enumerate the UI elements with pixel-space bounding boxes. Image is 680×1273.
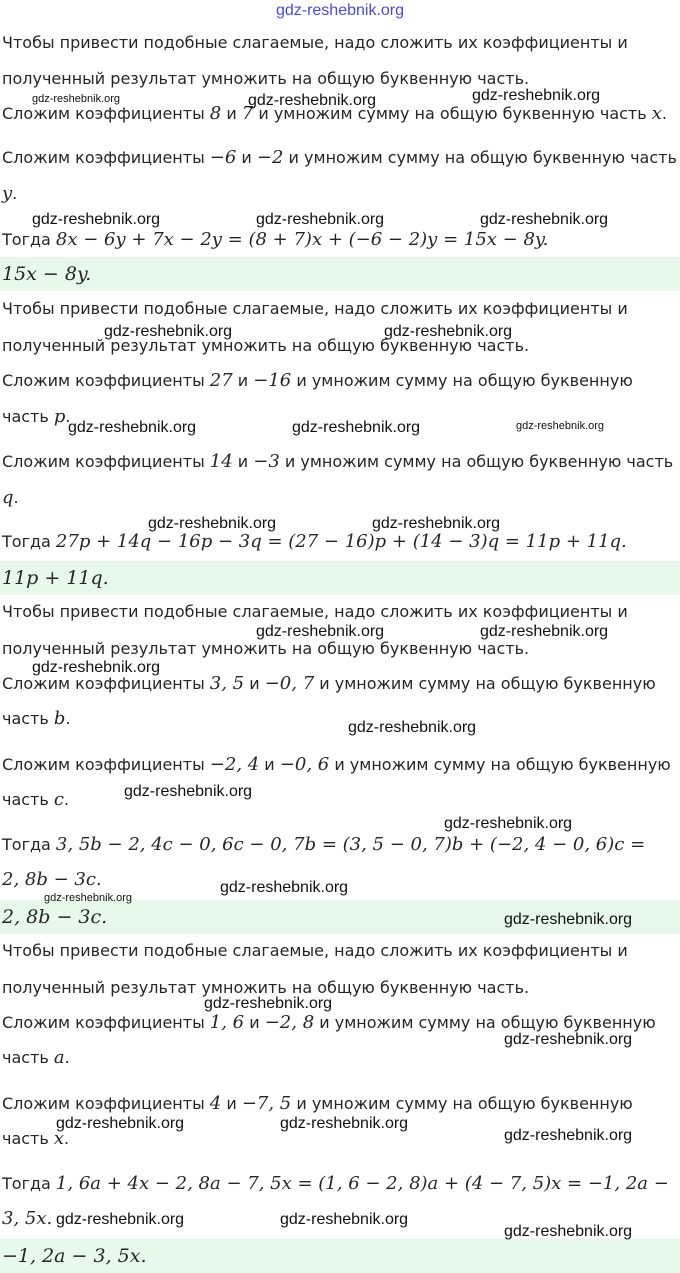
watermark: gdz-reshebnik.org xyxy=(256,623,385,640)
s3-intro-line-2: полученный результат умножить на общую буквенную часть. xyxy=(2,639,530,658)
watermark: gdz-reshebnik.org xyxy=(280,1115,409,1132)
watermark: gdz-reshebnik.org xyxy=(472,87,601,104)
watermark: gdz-reshebnik.org xyxy=(68,419,197,436)
s1-intro-line-1: Чтобы привести подобные слагаемые, надо сложить их коэффициенты и xyxy=(2,33,628,52)
s4-intro-line-1: Чтобы привести подобные слагаемые, надо сложить их коэффициенты и xyxy=(2,941,628,960)
watermark: gdz-reshebnik.org xyxy=(504,1127,633,1144)
s2-coef-q-line: Сложим коэффициенты 14 и −3 и умножим сумму на общую буквенную часть xyxy=(2,451,674,472)
s3-intro-line-1: Чтобы привести подобные слагаемые, надо сложить их коэффициенты и xyxy=(2,602,628,621)
watermark: gdz-reshebnik.org xyxy=(480,211,609,228)
s3-coef-b-line: Сложим коэффициенты 3, 5 и −0, 7 и умножим сумму на общую буквенную xyxy=(2,673,656,694)
watermark: gdz-reshebnik.org xyxy=(480,623,609,640)
watermark: gdz-reshebnik.org xyxy=(504,911,633,928)
s4-result-line-cont: 3, 5x. xyxy=(2,1208,53,1229)
s2-coef-q-line-cont: q. xyxy=(2,487,19,508)
watermark: gdz-reshebnik.org xyxy=(256,211,385,228)
s1-coef-y-line: Сложим коэффициенты −6 и −2 и умножим сумму на общую буквенную часть xyxy=(2,147,677,168)
s1-result-line: Тогда 8x − 6y + 7x − 2y = (8 + 7)x + (−6 − 2)y = 15x − 8y. xyxy=(2,229,549,250)
s2-intro-line-1: Чтобы привести подобные слагаемые, надо сложить их коэффициенты и xyxy=(2,299,628,318)
s2-coef-p-line-cont: часть p. xyxy=(2,406,71,427)
watermark: gdz-reshebnik.org xyxy=(104,323,233,340)
s2-answer: 11p + 11q. xyxy=(0,561,680,595)
s3-coef-b-line-cont: часть b. xyxy=(2,708,71,729)
watermark: gdz-reshebnik.org xyxy=(444,815,573,832)
watermark: gdz-reshebnik.org xyxy=(372,515,501,532)
watermark: gdz-reshebnik.org xyxy=(504,1223,633,1240)
watermark: gdz-reshebnik.org xyxy=(248,92,377,109)
s1-answer: 15x − 8y. xyxy=(0,257,680,291)
s3-answer: 2, 8b − 3c. xyxy=(0,900,680,934)
watermark: gdz-reshebnik.org xyxy=(56,1211,185,1228)
s3-result-line: Тогда 3, 5b − 2, 4c − 0, 6c − 0, 7b = (3, 5 − 0, 7)b + (−2, 4 − 0, 6)c = xyxy=(2,834,646,855)
watermark: gdz-reshebnik.org xyxy=(220,879,349,896)
s3-coef-c-line-cont: часть c. xyxy=(2,789,70,810)
watermark: gdz-reshebnik.org xyxy=(32,211,161,228)
s4-coef-a-line: Сложим коэффициенты 1, 6 и −2, 8 и умножим сумму на общую буквенную xyxy=(2,1012,656,1033)
watermark: gdz-reshebnik.org xyxy=(44,892,133,904)
s1-coef-x-line: Сложим коэффициенты 8 и 7 и умножим сумму на общую буквенную часть x. xyxy=(2,103,668,124)
s2-coef-p-line: Сложим коэффициенты 27 и −16 и умножим сумму на общую буквенную xyxy=(2,370,633,391)
s3-result-line-cont: 2, 8b − 3c. xyxy=(2,869,102,890)
s4-coef-a-line-cont: часть a. xyxy=(2,1047,70,1068)
s1-coef-y-line-cont: y. xyxy=(2,183,18,204)
s4-answer: −1, 2a − 3, 5x. xyxy=(0,1239,680,1273)
watermark: gdz-reshebnik.org xyxy=(56,1115,185,1132)
watermark: gdz-reshebnik.org xyxy=(504,1031,633,1048)
watermark: gdz-reshebnik.org xyxy=(292,419,421,436)
watermark: gdz-reshebnik.org xyxy=(348,719,477,736)
s4-intro-line-2: полученный результат умножить на общую буквенную часть. xyxy=(2,978,530,997)
watermark: gdz-reshebnik.org xyxy=(32,659,161,676)
watermark: gdz-reshebnik.org xyxy=(204,995,333,1012)
s3-coef-c-line: Сложим коэффициенты −2, 4 и −0, 6 и умножим сумму на общую буквенную xyxy=(2,754,671,775)
watermark: gdz-reshebnik.org xyxy=(280,1211,409,1228)
s4-coef-x-line-cont: часть x. xyxy=(2,1128,70,1149)
s2-intro-line-2: полученный результат умножить на общую буквенную часть. xyxy=(2,336,530,355)
s1-intro-line-2: полученный результат умножить на общую буквенную часть. xyxy=(2,69,530,88)
s2-result-line: Тогда 27p + 14q − 16p − 3q = (27 − 16)p + (14 − 3)q = 11p + 11q. xyxy=(2,531,627,552)
site-watermark[interactable]: gdz-reshebnik.org xyxy=(275,2,405,19)
s4-result-line: Тогда 1, 6a + 4x − 2, 8a − 7, 5x = (1, 6 − 2, 8)a + (4 − 7, 5)x = −1, 2a − xyxy=(2,1173,669,1194)
watermark: gdz-reshebnik.org xyxy=(32,93,121,105)
watermark: gdz-reshebnik.org xyxy=(124,783,253,800)
watermark: gdz-reshebnik.org xyxy=(148,515,277,532)
s4-coef-x-line: Сложим коэффициенты 4 и −7, 5 и умножим сумму на общую буквенную xyxy=(2,1093,633,1114)
watermark: gdz-reshebnik.org xyxy=(384,323,513,340)
watermark: gdz-reshebnik.org xyxy=(516,420,605,432)
